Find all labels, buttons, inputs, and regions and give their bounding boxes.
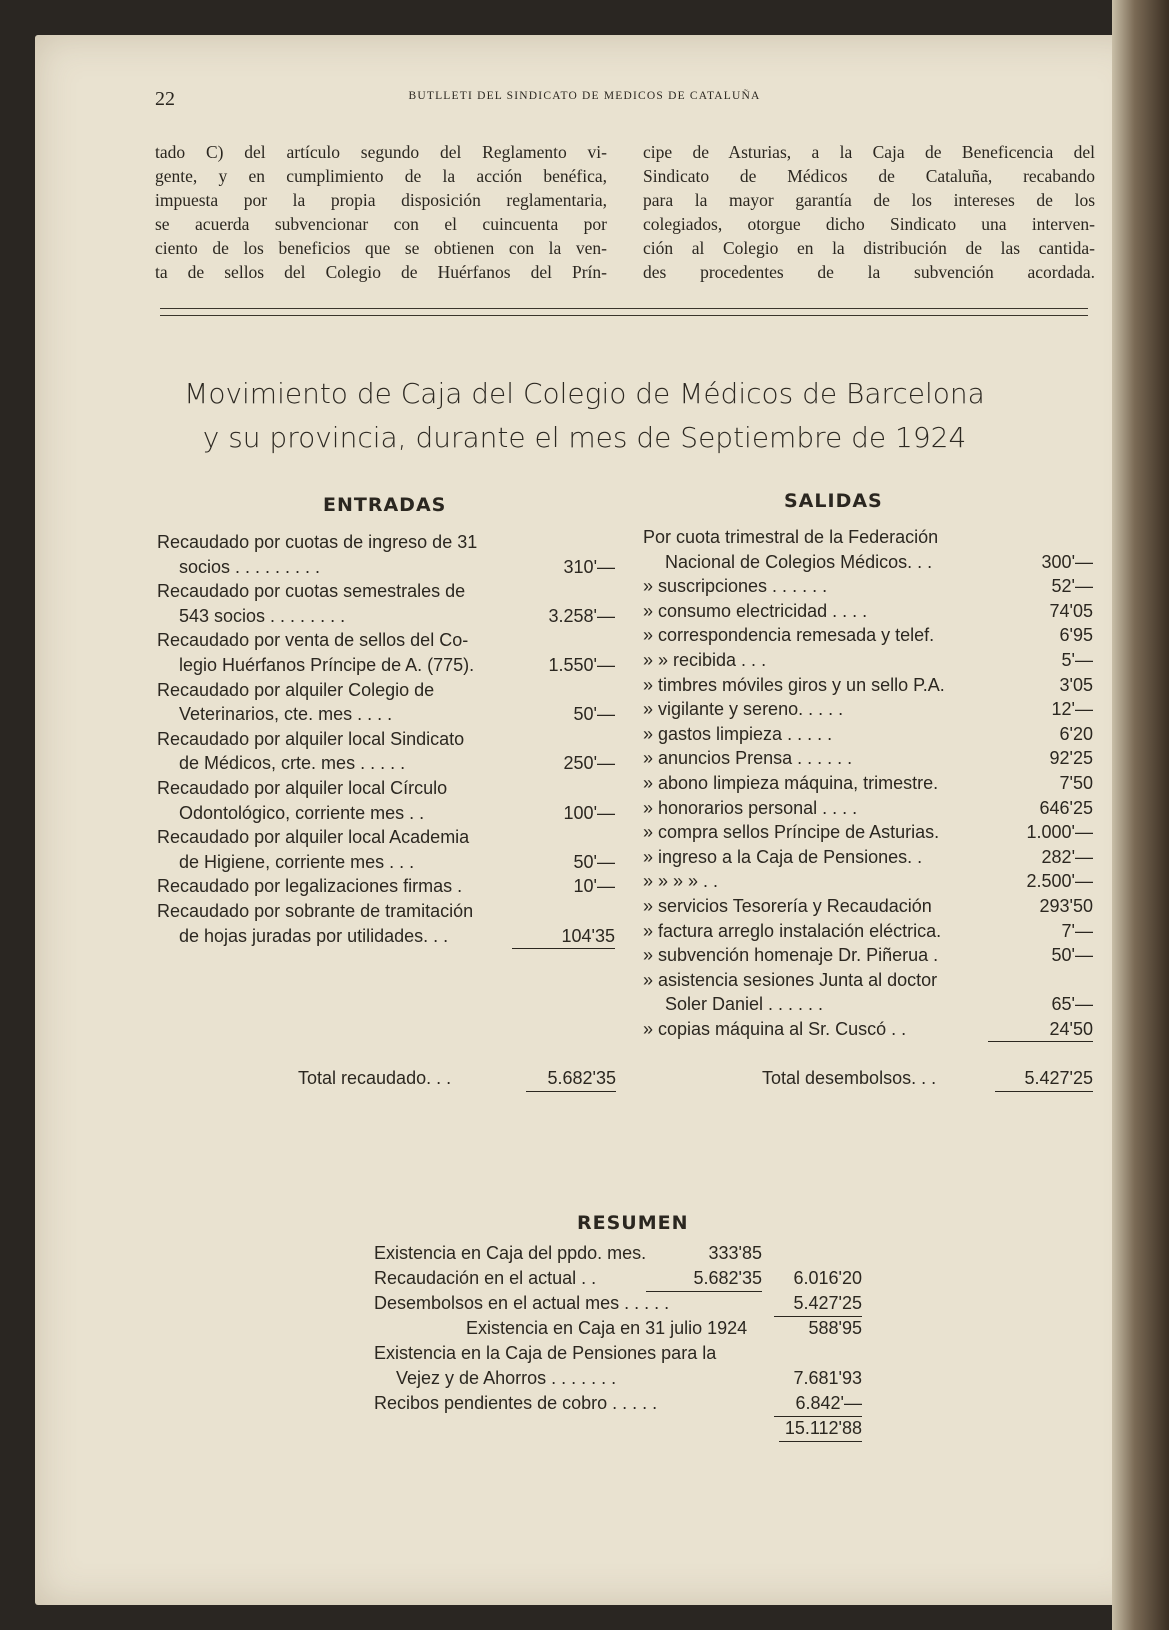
ledger-amount: 310'— bbox=[563, 556, 615, 577]
ledger-line-text: » ingreso a la Caja de Pensiones. . bbox=[643, 846, 923, 867]
text-line: para la mayor garantía de los intereses de los bbox=[643, 190, 1095, 210]
section-title-line-1: Movimiento de Caja del Colegio de Médicos de Barcelona bbox=[184, 377, 985, 410]
text-line: impuesta por la propia disposición reglamentaria, bbox=[155, 190, 607, 210]
ledger-amount: 104'35 bbox=[512, 924, 615, 950]
double-rule-divider bbox=[160, 308, 1088, 316]
ledger-line bbox=[157, 751, 617, 776]
resumen-amount-2: 7.681'93 bbox=[793, 1368, 862, 1388]
resumen-row-text: Desembolsos en el actual mes . . . . . bbox=[374, 1293, 670, 1313]
ledger-line-text: de Médicos, crte. mes . . . . . bbox=[179, 753, 406, 774]
ledger-line-text: Soler Daniel . . . . . . bbox=[665, 994, 824, 1015]
ledger-line-text: » gastos limpieza . . . . . bbox=[643, 723, 833, 744]
ledger-line bbox=[157, 628, 617, 653]
resumen-amount-2: 588'95 bbox=[808, 1318, 862, 1338]
ledger-line bbox=[643, 599, 1093, 624]
ledger-amount: 100'— bbox=[563, 802, 615, 823]
ledger-amount: 293'50 bbox=[1039, 895, 1093, 916]
intro-left-column bbox=[155, 140, 607, 284]
ledger-amount: 52'— bbox=[1051, 576, 1093, 597]
intro-right-column bbox=[643, 140, 1095, 284]
ledger-line bbox=[157, 776, 617, 801]
ledger-line-text: » » recibida . . . bbox=[643, 649, 767, 670]
ledger-line bbox=[643, 722, 1093, 747]
ledger-line bbox=[157, 899, 617, 924]
ledger-amount: 5'— bbox=[1061, 649, 1093, 670]
ledger-line bbox=[157, 530, 617, 555]
entradas-heading: ENTRADAS bbox=[323, 494, 447, 516]
ledger-line-text: » honorarios personal . . . . bbox=[643, 797, 858, 818]
ledger-line bbox=[157, 924, 617, 949]
text-line: se acuerda subvencionar con el cuincuenta por bbox=[155, 214, 607, 234]
ledger-line bbox=[157, 727, 617, 752]
ledger-line bbox=[643, 894, 1093, 919]
ledger-line-text: » correspondencia remesada y telef. bbox=[643, 625, 935, 646]
ledger-line bbox=[643, 771, 1093, 796]
ledger-line-text: Veterinarios, cte. mes . . . . bbox=[179, 704, 393, 725]
ledger-line bbox=[643, 820, 1093, 845]
text-line: gente, y en cumplimiento de la acción benéfica, bbox=[155, 166, 607, 186]
ledger-line-text: » subvención homenaje Dr. Piñerua . bbox=[643, 945, 939, 966]
text-line: ciento de los beneficios que se obtienen con la ven- bbox=[155, 238, 607, 258]
text-line: tado C) del artículo segundo del Reglamento vi- bbox=[155, 142, 607, 162]
text-line: colegiados, otorgue dicho Sindicato una interven- bbox=[643, 214, 1095, 234]
resumen-row-text: Existencia en la Caja de Pensiones para la bbox=[374, 1343, 717, 1363]
ledger-amount: 300'— bbox=[1041, 551, 1093, 572]
ledger-line bbox=[157, 579, 617, 604]
ledger-line-text: de hojas juradas por utilidades. . . bbox=[179, 925, 449, 946]
resumen-amount-2: 6.842'— bbox=[774, 1391, 862, 1417]
ledger-line bbox=[157, 874, 617, 899]
resumen-amount-2: 5.427'25 bbox=[774, 1291, 862, 1317]
ledger-line bbox=[157, 555, 617, 580]
ledger-line-text: Recaudado por sobrante de tramitación bbox=[157, 900, 474, 921]
ledger-line bbox=[643, 869, 1093, 894]
ledger-amount: 24'50 bbox=[988, 1017, 1093, 1043]
ledger-line-text: Por cuota trimestral de la Federación bbox=[643, 527, 939, 547]
salidas-total-label: Total desembolsos. . . bbox=[762, 1068, 937, 1088]
ledger-line bbox=[643, 992, 1093, 1017]
text-line: ta de sellos del Colegio de Huérfanos del Prín- bbox=[155, 262, 607, 282]
ledger-line bbox=[157, 702, 617, 727]
ledger-amount: 50'— bbox=[1051, 945, 1093, 966]
resumen-amount-1: 333'85 bbox=[708, 1243, 762, 1263]
resumen-row bbox=[374, 1291, 894, 1316]
ledger-line bbox=[643, 845, 1093, 870]
resumen-row-text: Vejez y de Ahorros . . . . . . . bbox=[396, 1368, 617, 1388]
resumen-amount-1: 5.682'35 bbox=[646, 1266, 762, 1292]
ledger-line bbox=[643, 943, 1093, 968]
ledger-line bbox=[157, 653, 617, 678]
ledger-line-text: » timbres móviles giros y un sello P.A. bbox=[643, 674, 945, 695]
ledger-line-text: Odontológico, corriente mes . . bbox=[179, 802, 425, 823]
entradas-total-amount: 5.682'35 bbox=[526, 1068, 616, 1092]
salidas-list bbox=[643, 525, 1093, 1041]
text-line: des procedentes de la subvención acordada. bbox=[643, 262, 1095, 282]
ledger-line bbox=[643, 746, 1093, 771]
ledger-amount: 1.550'— bbox=[548, 654, 615, 675]
ledger-line-text: de Higiene, corriente mes . . . bbox=[179, 851, 415, 872]
ledger-line-text: » servicios Tesorería y Recaudación bbox=[643, 895, 932, 916]
ledger-line-text: » factura arreglo instalación eléctrica. bbox=[643, 920, 942, 941]
resumen-row-text: Recaudación en el actual . . bbox=[374, 1268, 597, 1288]
ledger-amount: 92'25 bbox=[1049, 748, 1093, 769]
text-line: Sindicato de Médicos de Cataluña, recabando bbox=[643, 166, 1095, 186]
ledger-line-text: Recaudado por alquiler local Sindicato bbox=[157, 728, 465, 749]
resumen-row bbox=[374, 1266, 894, 1291]
salidas-total-amount: 5.427'25 bbox=[995, 1068, 1093, 1092]
ledger-line-text: Recaudado por legalizaciones firmas . bbox=[157, 876, 463, 897]
resumen-heading: RESUMEN bbox=[577, 1212, 689, 1234]
ledger-line-text: » abono limpieza máquina, trimestre. bbox=[643, 772, 939, 793]
resumen-row-text: Existencia en Caja del ppdo. mes. bbox=[374, 1243, 647, 1263]
ledger-line-text: Recaudado por alquiler Colegio de bbox=[157, 679, 435, 700]
ledger-amount: 6'20 bbox=[1059, 723, 1093, 744]
ledger-line bbox=[157, 825, 617, 850]
ledger-line-text: Recaudado por cuotas semestrales de bbox=[157, 581, 466, 602]
ledger-line bbox=[643, 796, 1093, 821]
ledger-amount: 282'— bbox=[1041, 846, 1093, 867]
resumen-amount-2: 15.112'88 bbox=[779, 1416, 862, 1442]
resumen-amount-2: 6.016'20 bbox=[793, 1268, 862, 1288]
ledger-line bbox=[643, 550, 1093, 575]
ledger-line-text: Nacional de Colegios Médicos. . . bbox=[665, 551, 933, 572]
ledger-line-text: Recaudado por alquiler local Círculo bbox=[157, 777, 448, 798]
ledger-amount: 50'— bbox=[573, 851, 615, 872]
ledger-line-text: » anuncios Prensa . . . . . . bbox=[643, 748, 853, 769]
ledger-line-text: » compra sellos Príncipe de Asturias. bbox=[643, 822, 940, 843]
ledger-amount: 3.258'— bbox=[548, 605, 615, 626]
ledger-amount: 7'— bbox=[1061, 920, 1093, 941]
ledger-line-text: » suscripciones . . . . . . bbox=[643, 576, 828, 597]
resumen-row bbox=[374, 1416, 894, 1441]
resumen-row-text: Recibos pendientes de cobro . . . . . bbox=[374, 1393, 658, 1413]
ledger-line-text: legio Huérfanos Príncipe de A. (775). bbox=[179, 654, 475, 675]
ledger-line-text: socios . . . . . . . . . bbox=[179, 556, 321, 577]
ledger-line bbox=[643, 919, 1093, 944]
ledger-line-text: » consumo electricidad . . . . bbox=[643, 600, 868, 621]
ledger-line bbox=[643, 968, 1093, 993]
ledger-line bbox=[643, 1017, 1093, 1042]
ledger-amount: 6'95 bbox=[1059, 625, 1093, 646]
ledger-amount: 2.500'— bbox=[1026, 871, 1093, 892]
ledger-line-text: » copias máquina al Sr. Cuscó . . bbox=[643, 1018, 907, 1039]
book-spine bbox=[1112, 0, 1169, 1630]
entradas-total-label: Total recaudado. . . bbox=[298, 1068, 452, 1088]
ledger-line bbox=[157, 678, 617, 703]
ledger-line bbox=[643, 574, 1093, 599]
resumen-row bbox=[374, 1391, 894, 1416]
ledger-line-text: Recaudado por alquiler local Academia bbox=[157, 827, 470, 848]
ledger-line bbox=[643, 697, 1093, 722]
salidas-heading: SALIDAS bbox=[784, 490, 883, 512]
ledger-amount: 1.000'— bbox=[1026, 822, 1093, 843]
resumen-row bbox=[374, 1366, 894, 1391]
ledger-amount: 646'25 bbox=[1039, 797, 1093, 818]
resumen-row bbox=[374, 1341, 894, 1366]
ledger-line-text: » vigilante y sereno. . . . . bbox=[643, 699, 844, 720]
ledger-amount: 10'— bbox=[573, 876, 615, 897]
ledger-line bbox=[157, 850, 617, 875]
ledger-amount: 7'50 bbox=[1059, 772, 1093, 793]
ledger-amount: 3'05 bbox=[1059, 674, 1093, 695]
ledger-amount: 74'05 bbox=[1049, 600, 1093, 621]
resumen-row bbox=[374, 1241, 894, 1266]
resumen-table bbox=[374, 1241, 894, 1441]
ledger-line bbox=[157, 604, 617, 629]
ledger-line bbox=[157, 801, 617, 826]
ledger-amount: 65'— bbox=[1051, 994, 1093, 1015]
ledger-amount: 50'— bbox=[573, 704, 615, 725]
entradas-list bbox=[157, 530, 617, 948]
resumen-row bbox=[374, 1316, 894, 1341]
ledger-line-text: » » » » . . bbox=[643, 871, 719, 892]
text-line: ción al Colegio en la distribución de las cantida- bbox=[643, 238, 1095, 258]
text-line: cipe de Asturias, a la Caja de Beneficencia del bbox=[643, 142, 1095, 162]
page-number: 22 bbox=[155, 88, 175, 110]
ledger-amount: 12'— bbox=[1051, 699, 1093, 720]
ledger-amount: 250'— bbox=[563, 753, 615, 774]
ledger-line-text: Recaudado por venta de sellos del Co- bbox=[157, 630, 469, 651]
ledger-line bbox=[643, 623, 1093, 648]
ledger-line-text: 543 socios . . . . . . . . bbox=[179, 605, 346, 626]
ledger-line bbox=[643, 673, 1093, 698]
ledger-line bbox=[643, 525, 1093, 550]
resumen-row-text: Existencia en Caja en 31 julio 1924 bbox=[466, 1318, 748, 1338]
ledger-line bbox=[643, 648, 1093, 673]
running-title: BUTLLETI DEL SINDICATO DE MEDICOS DE CATALUÑA bbox=[408, 90, 761, 102]
ledger-line-text: » asistencia sesiones Junta al doctor bbox=[643, 969, 938, 990]
section-title-line-2: y su provincia, durante el mes de Septiembre de 1924 bbox=[202, 421, 967, 454]
ledger-line-text: Recaudado por cuotas de ingreso de 31 bbox=[157, 532, 478, 552]
